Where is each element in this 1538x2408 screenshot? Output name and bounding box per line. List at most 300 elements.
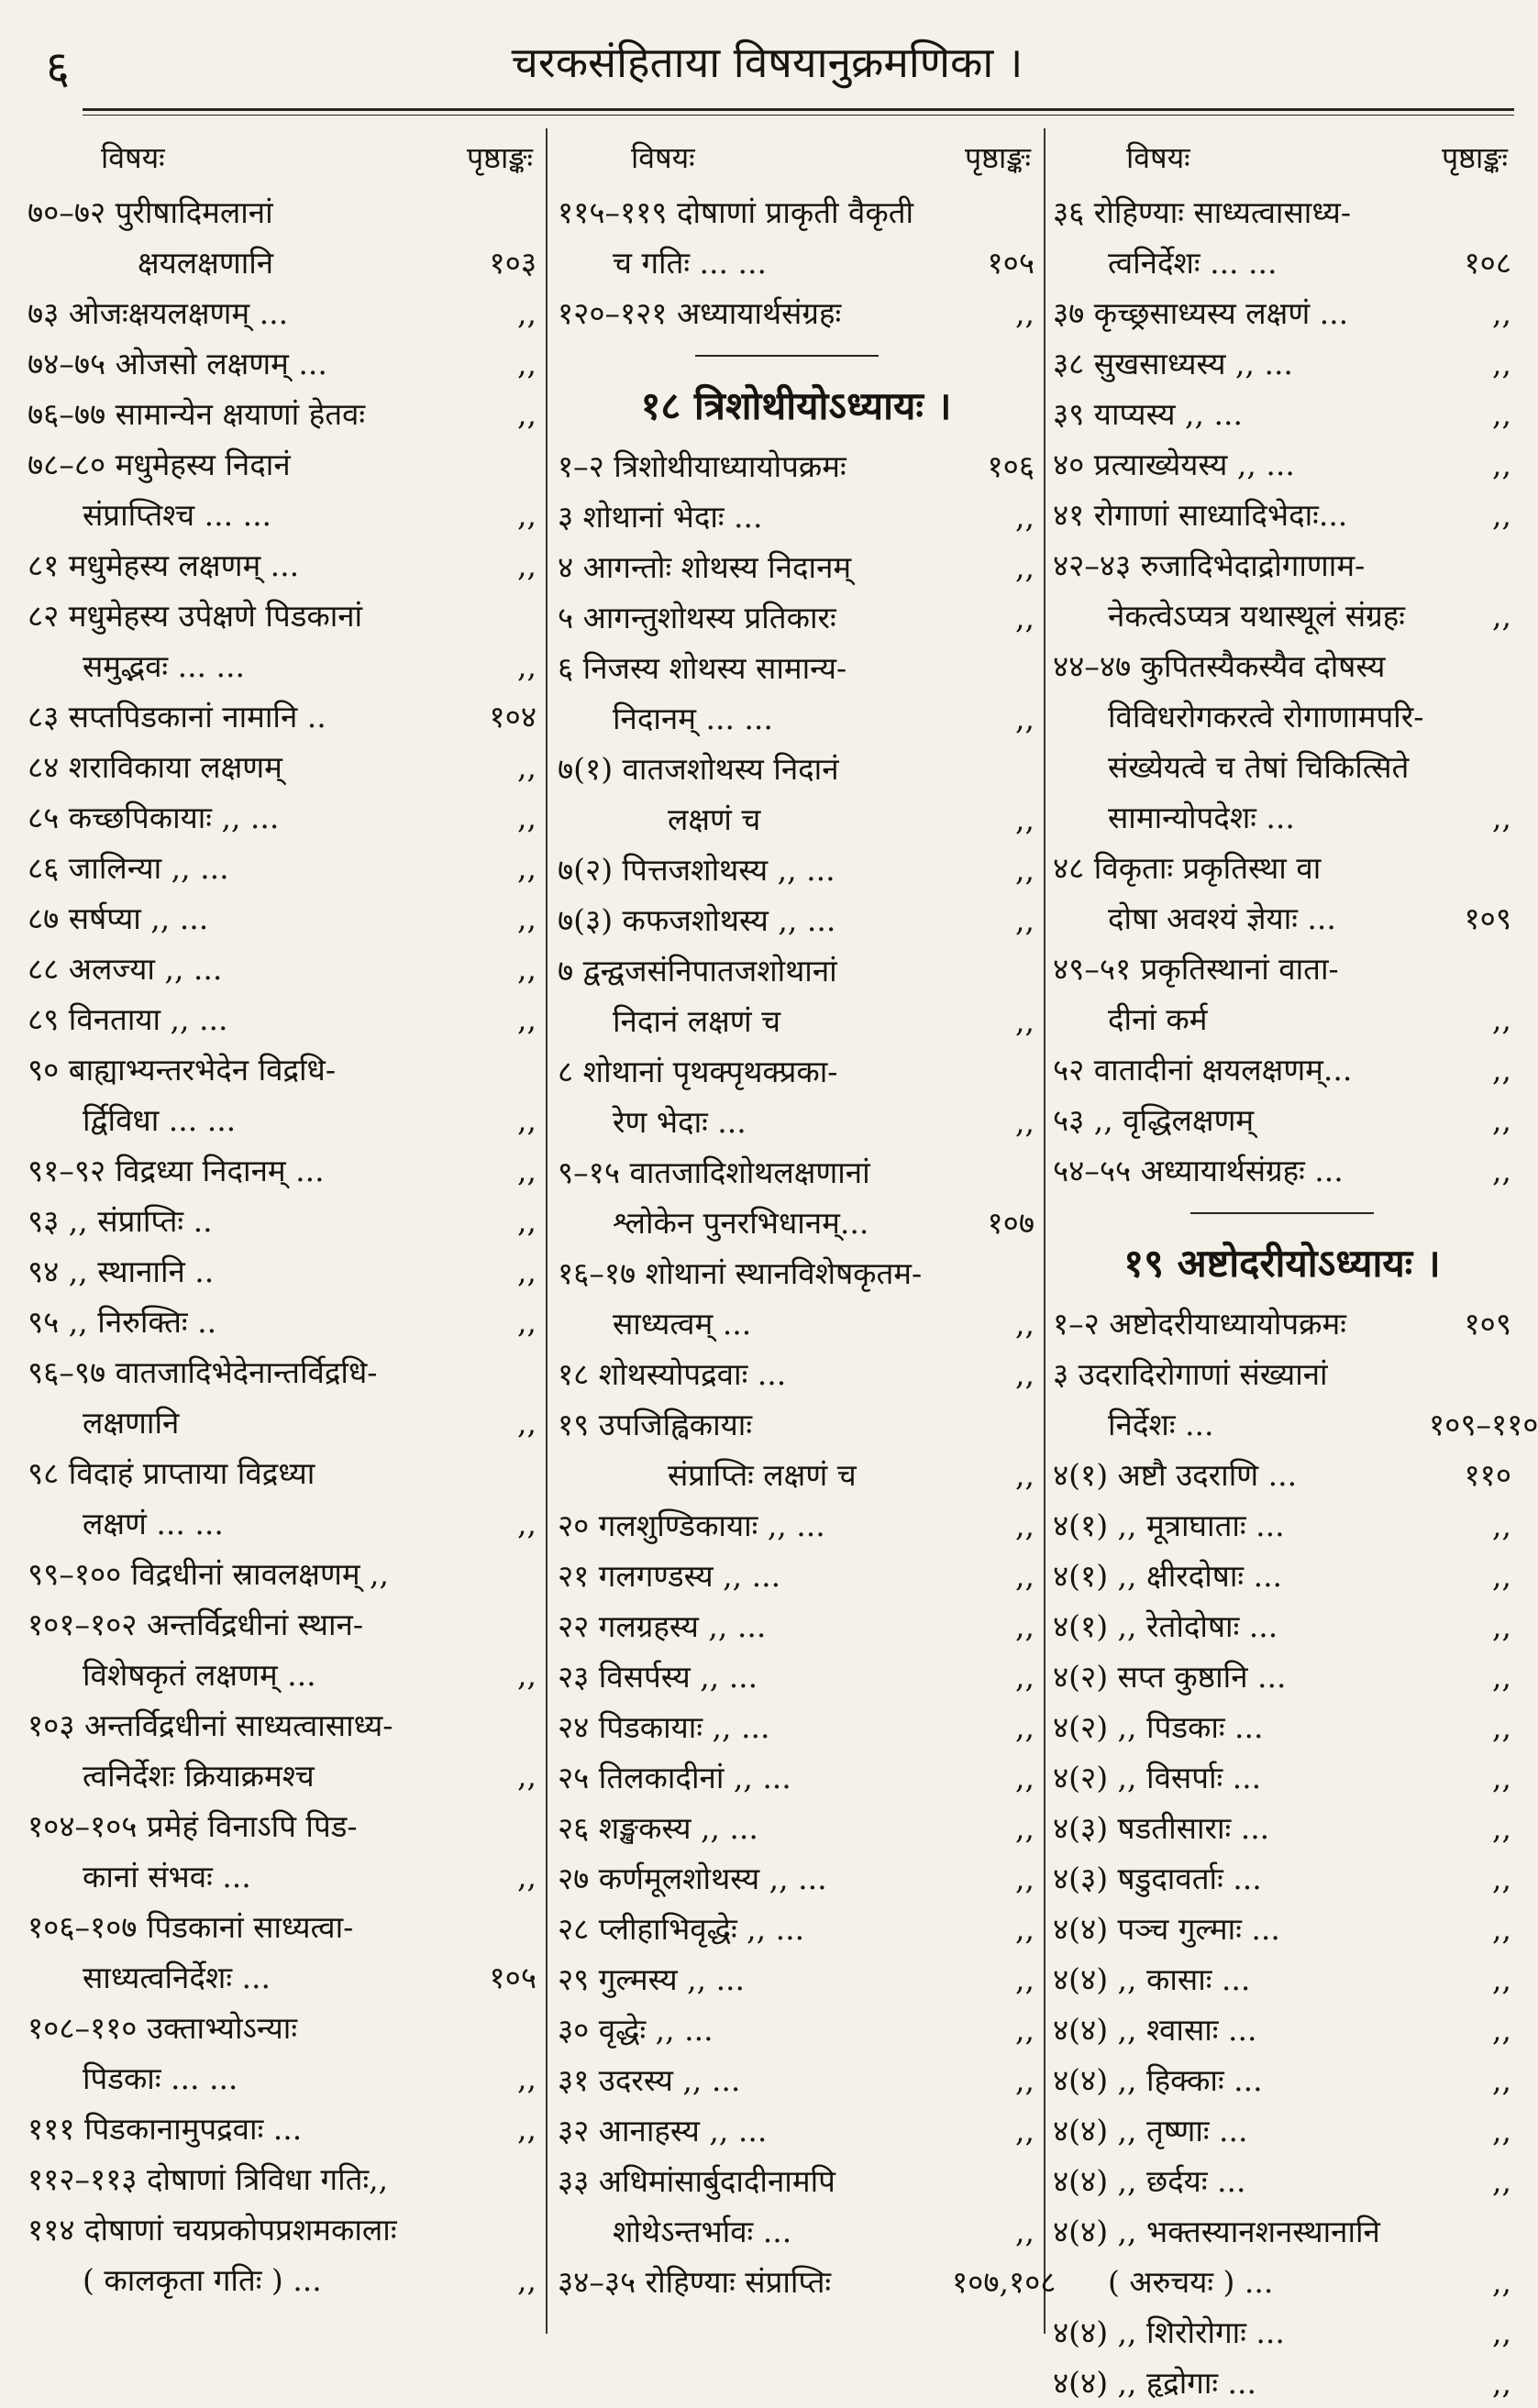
entry-page: १०९ — [1464, 900, 1511, 936]
index-entry — [1053, 540, 1511, 591]
index-entry — [1053, 1095, 1511, 1145]
entry-page: ,, — [1015, 549, 1035, 585]
entry-subject: ९४ ,, स्थानानि .. — [28, 1254, 215, 1289]
index-entry — [1053, 288, 1511, 338]
entry-page: ,, — [1015, 1104, 1035, 1140]
entry-page: ,, — [1015, 1608, 1035, 1644]
entry-subject: ९० बाह्याभ्यन्तरभेदेन विद्रधि- — [28, 1052, 336, 1088]
entry-subject: साध्यत्वनिर्देशः ... — [83, 1960, 271, 1995]
index-entry — [1053, 691, 1511, 742]
entry-subject: ४(४) ,, छर्दयः ... — [1053, 2163, 1246, 2199]
entry-page: ,, — [1015, 1306, 1035, 1342]
entry-subject: १–२ अष्टोदरीयाध्यायोपक्रमः — [1053, 1306, 1346, 1342]
entry-page: ,, — [1492, 1558, 1511, 1594]
entry-subject: ४(२) ,, पिडकाः ... — [1053, 1709, 1264, 1745]
entry-page: ,, — [517, 1506, 537, 1541]
entry-page: ,, — [1015, 2214, 1035, 2249]
entry-page: ,, — [1492, 295, 1511, 331]
entry-page: ,, — [517, 1001, 537, 1037]
index-entry — [1053, 591, 1511, 641]
entry-subject: ८४ शराविकाया लक्षणम् — [28, 749, 282, 785]
entry-subject: ( कालकृता गतिः ) ... — [83, 2262, 322, 2298]
index-entry — [558, 744, 1035, 794]
index-entry — [558, 492, 1035, 542]
entry-subject: ७६–७७ सामान्येन क्षयाणां हेतवः — [28, 396, 366, 432]
index-entry — [1053, 2257, 1511, 2307]
entry-subject: ५४–५५ अध्यायार्थसंग्रहः ... — [1053, 1153, 1344, 1188]
index-entry — [28, 1145, 537, 1196]
index-entry — [28, 1851, 537, 1902]
entry-page: १०९–११० — [1429, 1407, 1538, 1442]
index-entry — [1053, 439, 1511, 490]
entry-page: ,, — [1492, 1961, 1511, 1997]
entry-subject: ४९–५१ प्रकृतिस्थानां वाता- — [1053, 951, 1339, 987]
entry-subject: ८१ मधुमेहस्य लक्षणम् ... — [28, 547, 300, 583]
entry-subject: ३२ आनाहस्य ,, ... — [558, 2113, 768, 2148]
entry-subject: ८५ कच्छपिकायाः ,, ... — [28, 800, 280, 835]
entry-page: ,, — [1492, 1760, 1511, 1795]
index-entry — [558, 2005, 1035, 2055]
entry-subject: ४(३) षडतीसाराः ... — [1053, 1810, 1270, 1846]
entry-subject: १०४–१०५ प्रमेहं विनाऽपि पिड- — [28, 1808, 358, 1844]
entry-subject: १११ पिडकानामुपद्रवाः ... — [28, 2111, 303, 2147]
page-number: ६ — [46, 41, 70, 94]
entry-page: ,, — [1492, 2314, 1511, 2350]
entry-page: ,, — [1492, 1608, 1511, 1644]
index-entry — [28, 2104, 537, 2154]
entry-subject: विशेषकृतं लक्षणम् ... — [83, 1657, 316, 1693]
entry-page: ,, — [1015, 1457, 1035, 1493]
entry-page: १०८ — [1464, 245, 1511, 281]
index-entry — [28, 1801, 537, 1851]
column-divider — [546, 128, 548, 2334]
index-entry — [558, 1954, 1035, 2005]
subject-heading: विषयः — [1126, 140, 1190, 175]
entry-subject: शोथेऽन्तर्भावः ... — [613, 2214, 792, 2249]
index-entry — [558, 1097, 1035, 1147]
entry-subject: १९ उपजिह्विकायाः — [558, 1407, 753, 1442]
index-entry — [558, 237, 1035, 288]
index-entry — [558, 845, 1035, 895]
entry-page: ,, — [1015, 1760, 1035, 1795]
entry-page: ,, — [1015, 499, 1035, 535]
page-header — [0, 0, 1534, 128]
entry-page: ,, — [517, 2111, 537, 2147]
entry-subject: ८२ मधुमेहस्य उपेक्षणे पिडकानां — [28, 598, 363, 634]
entry-page: ,, — [517, 1254, 537, 1289]
index-entry — [558, 1752, 1035, 1803]
entry-subject: ४० प्रत्याख्येयस्य ,, ... — [1053, 447, 1295, 482]
index-entry — [28, 2053, 537, 2104]
index-entry — [558, 2105, 1035, 2156]
section-separator — [1053, 1196, 1511, 1229]
entry-subject: ७(१) वातजशोथस्य निदानं — [558, 751, 839, 787]
entry-page: ११० — [1464, 1457, 1511, 1493]
index-entry — [558, 1298, 1035, 1349]
entry-subject: ८९ विनताया ,, ... — [28, 1001, 228, 1037]
entry-page: ,, — [1492, 2062, 1511, 2098]
entry-subject: दोषा अवश्यं ज्ञेयाः ... — [1108, 900, 1336, 936]
index-entry — [1053, 1651, 1511, 1702]
entry-page: ,, — [1492, 2163, 1511, 2199]
entry-subject: संप्राप्तिः लक्षणं च — [668, 1457, 857, 1493]
entry-page: ,, — [517, 900, 537, 936]
entry-subject: ४८ विकृताः प्रकृतिस्था वा — [1053, 850, 1322, 886]
index-entry — [558, 2156, 1035, 2206]
entry-page: ,, — [1492, 1810, 1511, 1846]
index-entry — [1053, 2307, 1511, 2358]
index-entry — [558, 643, 1035, 693]
index-entry — [1053, 2156, 1511, 2206]
entry-page: ,, — [1492, 1861, 1511, 1896]
index-entry — [28, 2204, 537, 2255]
entry-subject: १–२ त्रिशोथीयाध्यायोपक्रमः — [558, 448, 846, 484]
entry-subject: ४(१) ,, क्षीरदोषाः ... — [1053, 1558, 1283, 1594]
entry-subject: ९८ विदाहं प्राप्ताया विद्रध्या — [28, 1455, 315, 1491]
entry-subject: पिडकाः ... ... — [83, 2060, 238, 2096]
entry-subject: लक्षणानि — [83, 1405, 180, 1441]
index-entry — [1053, 389, 1511, 439]
entry-subject: ४(१) ,, रेतोदोषाः ... — [1053, 1608, 1278, 1644]
entry-page: ,, — [1492, 2113, 1511, 2148]
index-entry — [1053, 1349, 1511, 1399]
index-entry — [28, 843, 537, 893]
entry-page: ,, — [1015, 1861, 1035, 1896]
entry-page: ,, — [1015, 1003, 1035, 1039]
entry-page: ,, — [517, 800, 537, 835]
entry-page: ,, — [1015, 701, 1035, 736]
entry-page: ,, — [1492, 346, 1511, 381]
entry-subject: ७ द्वन्द्वजसंनिपातजशोथानां — [558, 953, 837, 989]
index-entry — [1053, 1954, 1511, 2005]
entry-subject: ७३ ओजःक्षयलक्षणम् ... — [28, 295, 289, 331]
entry-subject: २१ गलगण्डस्य ,, ... — [558, 1558, 781, 1594]
index-entry — [1053, 742, 1511, 792]
index-entry — [28, 1952, 537, 2003]
index-entry — [28, 540, 537, 591]
index-entry — [1053, 843, 1511, 893]
entry-subject: २० गलशुण्डिकायाः ,, ... — [558, 1508, 825, 1543]
index-entry — [1053, 1399, 1538, 1450]
entry-subject: १६–१७ शोथानां स्थानविशेषकृतम- — [558, 1255, 923, 1291]
index-entry — [28, 1498, 537, 1549]
entry-subject: २८ प्लीहाभिवृद्धेः ,, ... — [558, 1911, 805, 1947]
index-entry — [28, 237, 537, 288]
entry-subject: ४(४) ,, हृद्रोगाः ... — [1053, 2365, 1256, 2401]
entry-page: ,, — [517, 346, 537, 381]
index-entry — [558, 1399, 1035, 1450]
entry-page: ,, — [1015, 2113, 1035, 2148]
index-entry — [1053, 792, 1511, 843]
index-entry — [558, 2206, 1035, 2257]
entry-subject: समुद्भवः ... ... — [83, 648, 246, 684]
index-entry — [28, 893, 537, 944]
entry-page: ,, — [517, 749, 537, 785]
entry-page: ,, — [517, 396, 537, 432]
index-entry — [558, 1551, 1035, 1601]
index-entry — [28, 1297, 537, 1347]
entry-subject: ५२ वातादीनां क्षयलक्षणम्... — [1053, 1052, 1353, 1088]
chapter-heading: १८ त्रिशोथीयोऽध्यायः । — [640, 383, 952, 428]
entry-subject: ९९–१०० विद्रधीनां स्रावलक्षणम् ,, — [28, 1556, 390, 1592]
entry-page: १०५ — [987, 245, 1035, 281]
entry-page: ,, — [1492, 2264, 1511, 2300]
entry-subject: ४(२) ,, विसर्पाः ... — [1053, 1760, 1262, 1795]
subject-heading: विषयः — [101, 140, 165, 175]
entry-subject: ९५ ,, निरुक्तिः .. — [28, 1304, 217, 1340]
entry-subject: ३७ कृच्छ्रसाध्यस्य लक्षणं ... — [1053, 295, 1349, 331]
index-entry — [28, 591, 537, 641]
entry-subject: क्षयलक्षणानि — [138, 245, 274, 281]
entry-subject: ९६–९७ वातजादिभेदेनान्तर्विद्रधि- — [28, 1354, 378, 1390]
entry-page: ,, — [1015, 1961, 1035, 1997]
index-column-3 — [1053, 128, 1538, 2401]
entry-page: ,, — [517, 648, 537, 684]
entry-page: ,, — [1015, 1659, 1035, 1695]
entry-page: ,, — [1015, 902, 1035, 938]
entry-subject: ७८–८० मधुमेहस्य निदानं — [28, 447, 291, 482]
entry-subject: नेकत्वेऽप्यत्र यथास्थूलं संग्रहः — [1108, 598, 1405, 634]
entry-page: १०६ — [987, 448, 1035, 484]
index-entry — [28, 1397, 537, 1448]
entry-subject: ७(२) पित्तजशोथस्य ,, ... — [558, 852, 835, 888]
index-entry — [1053, 1450, 1511, 1500]
entry-subject: ७(३) कफजशोथस्य ,, ... — [558, 902, 836, 938]
index-entry — [28, 2154, 537, 2204]
entry-subject: ४२–४३ रुजादिभेदाद्रोगाणाम- — [1053, 547, 1366, 583]
entry-subject: २२ गलग्रहस्य ,, ... — [558, 1608, 767, 1644]
entry-subject: १०६–१०७ पिडकानां साध्यत्वा- — [28, 1909, 354, 1945]
index-entry — [1053, 1145, 1511, 1196]
page-heading: पृष्ठाङ्कः — [964, 140, 1031, 175]
entry-subject: २९ गुल्मस्य ,, ... — [558, 1961, 746, 1997]
entry-subject: ३ उदरादिरोगाणां संख्यानां — [1053, 1356, 1328, 1392]
entry-subject: र्द्विविधा ... ... — [83, 1102, 237, 1138]
entry-subject: संख्येयत्वे च तेषां चिकित्सिते — [1108, 749, 1410, 785]
entry-subject: ४४–४७ कुपितस्यैकस्यैव दोषस्य — [1053, 648, 1386, 684]
entry-page: ,, — [1492, 800, 1511, 835]
entry-subject: ७०–७२ पुरीषादिमलानां — [28, 194, 273, 230]
index-entry — [558, 1702, 1035, 1752]
entry-subject: ९१–९२ विद्रध्या निदानम् ... — [28, 1153, 325, 1188]
index-entry — [1053, 1702, 1511, 1752]
entry-page: १०९ — [1464, 1306, 1511, 1342]
index-entry — [558, 1248, 1035, 1298]
entry-page: ,, — [517, 2262, 537, 2298]
header-rule-thin — [83, 115, 1514, 116]
index-entry — [28, 288, 537, 338]
index-entry — [1053, 641, 1511, 691]
entry-page: १०५ — [489, 1960, 537, 1995]
index-entry — [558, 2257, 1057, 2307]
entry-page: ,, — [1015, 1508, 1035, 1543]
entry-subject: ४(४) ,, कासाः ... — [1053, 1961, 1251, 1997]
index-entry — [558, 1198, 1035, 1248]
index-entry — [28, 2003, 537, 2053]
index-entry — [1053, 1551, 1511, 1601]
entry-page: ,, — [1492, 1709, 1511, 1745]
index-entry — [28, 1751, 537, 1801]
index-column-2 — [558, 128, 1057, 2334]
entry-page: १०४ — [489, 699, 537, 735]
index-entry — [558, 1147, 1035, 1198]
entry-subject: ८८ अलज्या ,, ... — [28, 951, 223, 987]
entry-page: ,, — [1492, 2365, 1511, 2401]
index-entry — [1053, 1904, 1511, 1954]
index-entry — [28, 1347, 537, 1397]
entry-subject: १०३ अन्तर्विद्रधीनां साध्यत्वासाध्य- — [28, 1707, 393, 1743]
entry-subject: दीनां कर्म — [1108, 1001, 1208, 1037]
entry-subject: ११४ दोषाणां चयप्रकोपप्रशमकालाः — [28, 2212, 397, 2248]
entry-subject: ३४–३५ रोहिण्याः संप्राप्तिः — [558, 2264, 832, 2300]
entry-subject: ४(२) सप्त कुष्ठानि ... — [1053, 1659, 1287, 1695]
index-entry — [558, 1601, 1035, 1651]
entry-subject: ५३ ,, वृद्धिलक्षणम् — [1053, 1102, 1255, 1138]
page-heading: पृष्ठाङ्कः — [466, 140, 533, 175]
entry-page: ,, — [517, 1405, 537, 1441]
entry-subject: ३९ याप्यस्य ,, ... — [1053, 396, 1243, 432]
entry-subject: ४ आगन्तोः शोथस्य निदानम् — [558, 549, 852, 585]
entry-subject: ८७ सर्षप्या ,, ... — [28, 900, 209, 936]
entry-page: १०३ — [489, 245, 537, 281]
column-divider — [1044, 128, 1046, 2334]
index-entry — [1053, 187, 1511, 237]
column-header — [1053, 128, 1511, 187]
entry-subject: २३ विसर्पस्य ,, ... — [558, 1659, 758, 1695]
entry-subject: ४(४) पञ्च गुल्माः ... — [1053, 1911, 1280, 1947]
entry-page: १०७,१०८ — [952, 2264, 1057, 2300]
index-entry — [558, 441, 1035, 492]
entry-page: ,, — [517, 1859, 537, 1894]
entry-page: ,, — [1492, 497, 1511, 533]
entry-subject: त्वनिर्देशः क्रियाक्रमश्च — [83, 1758, 315, 1794]
entry-page: ,, — [517, 547, 537, 583]
entry-subject: ४(४) ,, भक्तस्यानशनस्थानानि — [1053, 2214, 1380, 2249]
entry-subject: ८ शोथानां पृथक्पृथक्प्रका- — [558, 1054, 838, 1089]
entry-subject: त्वनिर्देशः ... ... — [1108, 245, 1278, 281]
index-entry — [28, 792, 537, 843]
entry-subject: निदानम् ... ... — [613, 701, 773, 736]
entry-subject: ३८ सुखसाध्यस्य ,, ... — [1053, 346, 1293, 381]
entry-page: ,, — [517, 2060, 537, 2096]
entry-subject: ४(१) ,, मूत्राघाताः ... — [1053, 1508, 1285, 1543]
entry-page: ,, — [1015, 600, 1035, 635]
index-entry — [1053, 490, 1511, 540]
entry-page: ,, — [517, 1203, 537, 1239]
entry-page: ,, — [1015, 1356, 1035, 1392]
entry-subject: संप्राप्तिश्च ... ... — [83, 497, 272, 533]
entry-subject: ८३ सप्तपिडकानां नामानि .. — [28, 699, 326, 735]
index-entry — [558, 794, 1035, 845]
entry-subject: लक्षणं च — [668, 801, 761, 837]
entry-page: ,, — [1492, 598, 1511, 634]
index-entry — [558, 1450, 1035, 1500]
index-columns — [28, 128, 1538, 2401]
index-entry — [1053, 1298, 1511, 1349]
index-entry — [28, 691, 537, 742]
index-entry — [28, 1549, 537, 1599]
column-header — [558, 128, 1035, 187]
index-entry — [28, 1246, 537, 1297]
entry-subject: ४(४) ,, शिरोरोगाः ... — [1053, 2314, 1285, 2350]
entry-page: ,, — [1015, 1709, 1035, 1745]
index-entry — [558, 1349, 1035, 1399]
index-entry — [28, 1599, 537, 1650]
subject-heading: विषयः — [631, 140, 695, 175]
entry-page: ,, — [1492, 1001, 1511, 1037]
index-entry — [28, 338, 537, 389]
entry-subject: लक्षणं ... ... — [83, 1506, 224, 1541]
entry-page: ,, — [517, 1304, 537, 1340]
index-entry — [28, 1902, 537, 1952]
index-entry — [1053, 2206, 1511, 2257]
index-entry — [28, 1044, 537, 1095]
index-entry — [28, 389, 537, 439]
entry-subject: ११५–११९ दोषाणां प्राकृती वैकृती — [558, 194, 914, 230]
entry-subject: ७४–७५ ओजसो लक्षणम् ... — [28, 346, 327, 381]
entry-subject: ९३ ,, संप्राप्तिः .. — [28, 1203, 213, 1239]
index-entry — [1053, 2055, 1511, 2105]
index-entry — [28, 1448, 537, 1498]
index-entry — [558, 945, 1035, 996]
index-entry — [558, 996, 1035, 1046]
entry-subject: ११२–११३ दोषाणां त्रिविधा गतिः,, — [28, 2161, 389, 2197]
index-entry — [28, 1700, 537, 1751]
column-header — [28, 128, 537, 187]
index-entry — [558, 592, 1035, 643]
index-entry — [558, 1651, 1035, 1702]
entry-page: ,, — [1492, 2012, 1511, 2048]
index-entry — [1053, 2105, 1511, 2156]
entry-subject: ३ शोथानां भेदाः ... — [558, 499, 763, 535]
index-entry — [558, 1853, 1035, 1904]
page-title: चरकसंहिताया विषयानुक्रमणिका । — [511, 38, 1023, 87]
entry-subject: ४(१) अष्टौ उदराणि ... — [1053, 1457, 1298, 1493]
entry-subject: ३६ रोहिण्याः साध्यत्वासाध्य- — [1053, 194, 1352, 230]
entry-page: ,, — [517, 951, 537, 987]
entry-subject: ९–१५ वातजादिशोथलक्षणानां — [558, 1154, 870, 1190]
index-entry — [558, 288, 1035, 338]
entry-page: ,, — [517, 295, 537, 331]
index-entry — [1053, 1803, 1511, 1853]
entry-page: ,, — [1015, 1810, 1035, 1846]
entry-subject: रेण भेदाः ... — [613, 1104, 747, 1140]
index-entry — [1053, 1044, 1511, 1095]
entry-subject: १०१–१०२ अन्तर्विद्रधीनां स्थान- — [28, 1607, 364, 1642]
entry-page: ,, — [1015, 295, 1035, 331]
index-entry — [1053, 338, 1511, 389]
entry-subject: १८ शोथस्योपद्रवाः ... — [558, 1356, 787, 1392]
index-entry — [558, 542, 1035, 592]
entry-page: ,, — [1492, 1659, 1511, 1695]
index-entry — [558, 1803, 1035, 1853]
entry-page: ,, — [517, 497, 537, 533]
entry-subject: सामान्योपदेशः ... — [1108, 800, 1295, 835]
index-entry — [28, 439, 537, 490]
entry-subject: ४१ रोगाणां साध्यादिभेदाः... — [1053, 497, 1348, 533]
page-heading: पृष्ठाङ्कः — [1441, 140, 1508, 175]
entry-subject: ( अरुचयः ) ... — [1108, 2264, 1274, 2300]
index-entry — [558, 693, 1035, 744]
entry-subject: २६ शङ्खकस्य ,, ... — [558, 1810, 758, 1846]
index-entry — [28, 641, 537, 691]
index-entry — [1053, 1752, 1511, 1803]
entry-subject: श्लोकेन पुनरभिधानम्... — [613, 1205, 869, 1241]
entry-subject: १०८–११० उक्ताभ्योऽन्याः — [28, 2010, 297, 2046]
entry-subject: साध्यत्वम् ... — [613, 1306, 752, 1342]
entry-page: ,, — [1015, 2062, 1035, 2098]
entry-page: ,, — [1015, 1558, 1035, 1594]
